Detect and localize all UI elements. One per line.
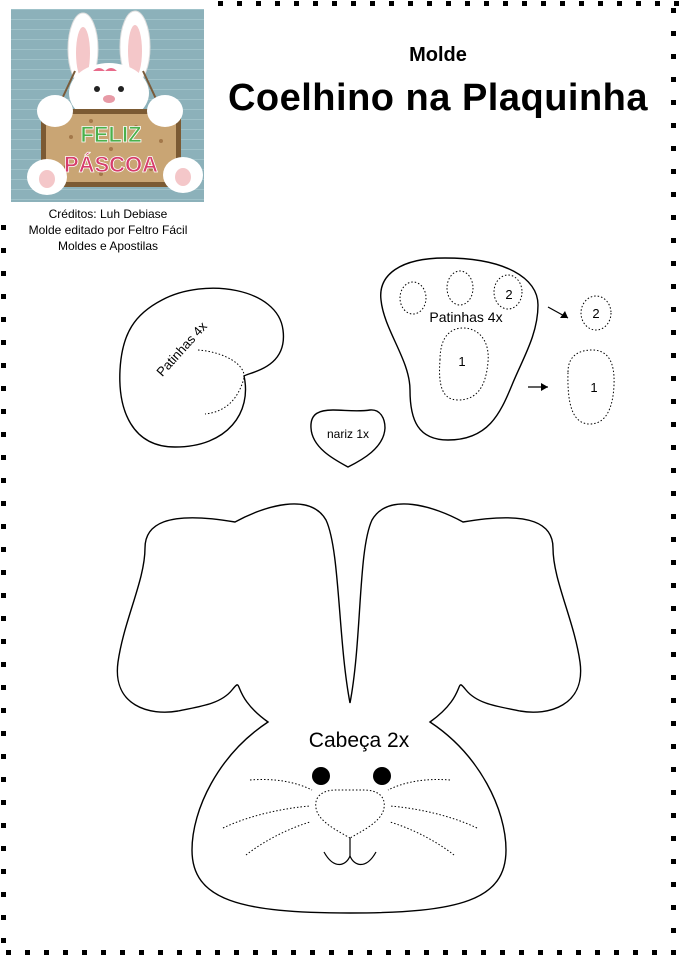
head-piece	[117, 504, 580, 913]
credits-author: Créditos: Luh Debiase	[48, 207, 168, 221]
foot-pad-1-number: 1	[458, 354, 466, 369]
sign-text-feliz: FELIZ	[80, 122, 142, 147]
right-eye	[373, 767, 391, 785]
credits-source: Moldes e Apostilas	[57, 239, 159, 253]
foot-pad-2-number: 2	[505, 287, 513, 302]
head-label: Cabeça 2x	[308, 729, 410, 752]
page-subtitle: Molde	[409, 44, 467, 66]
credits-editor: Molde editado por Feltro Fácil	[28, 223, 188, 237]
foot-label: Patinhas 4x	[429, 309, 503, 325]
foot-piece	[381, 258, 538, 440]
detail-pad-1-number: 1	[590, 380, 598, 395]
sign-text-pascoa: PÁSCOA	[63, 152, 159, 177]
detail-pad-2-number: 2	[592, 306, 600, 321]
nose-label: nariz 1x	[326, 427, 370, 441]
page-title: Coelhino na Plaquinha	[227, 77, 649, 119]
left-eye	[312, 767, 330, 785]
left-paw-label: Patinhas 4x	[153, 318, 210, 380]
left-paw-piece	[120, 288, 284, 447]
